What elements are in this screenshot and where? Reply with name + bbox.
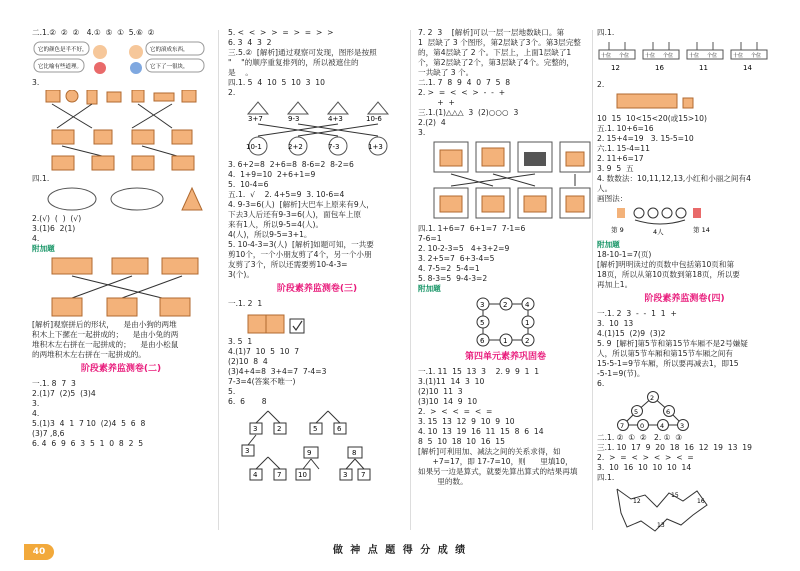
answer-line: 2.(2) 4 — [418, 118, 446, 128]
tree-number: 4 — [253, 471, 258, 480]
answer-line: (3)7 ,8,6 — [32, 429, 65, 439]
answer-line: 3. 5 1 — [228, 337, 253, 347]
speech-bubble-text: 它比喻有些道理。 — [38, 64, 83, 71]
answer-line: 五.1. 10+6=16 — [597, 124, 654, 134]
answer-line: 五.1. √ 2. 4+5=9 3. 10-6=4 — [228, 190, 345, 200]
answer-line: 6. 4 6 9 6 3 5 1 0 8 2 5 — [32, 439, 144, 449]
number-decomposition-trees — [228, 409, 403, 483]
answer-column-1 — [32, 28, 210, 449]
solid-shapes-matching-figure — [32, 90, 207, 172]
abacus-value: 14 — [743, 64, 752, 73]
dot-number: 15 — [671, 492, 679, 500]
answer-line: 里的数。 — [418, 477, 468, 487]
answer-line: 18-10-1=7(页) — [597, 250, 652, 260]
answer-line: 2. — [597, 80, 605, 90]
counting-blocks-figure — [597, 92, 772, 112]
place-label: 个位 — [707, 53, 718, 60]
answer-line: 个，第2层缺了2个，第3层缺了4个。完整的， — [418, 58, 575, 68]
question-label: 四.1. — [32, 174, 50, 184]
answer-line: (3)10 14 9 10 — [418, 397, 478, 407]
place-label: 十位 — [689, 53, 700, 60]
abacus-figure — [597, 40, 772, 78]
answer-line: 7-3=4(答案不唯一) — [228, 377, 296, 387]
expression-label: 7-3 — [328, 143, 340, 152]
answer-column-3 — [418, 28, 593, 487]
tree-number: 3 — [245, 447, 250, 456]
circle-number: 5 — [480, 319, 485, 328]
tree-number: 9 — [307, 449, 312, 458]
circle-number: 5 — [634, 408, 639, 417]
answer-line: 四.1. 1+6=7 6+1=7 7-1=6 — [418, 224, 526, 234]
tree-number: 5 — [313, 425, 318, 434]
tree-number: 6 — [337, 425, 342, 434]
number-circle-diagram — [418, 296, 593, 348]
answer-line: 5. < < > > = > = > > — [228, 28, 334, 37]
expression-label: 2+2 — [288, 143, 303, 152]
speech-bubble-text: 它下了一很块， — [150, 64, 189, 71]
circle-number: 1 — [525, 319, 530, 328]
answer-line: 4(人)，所以9-5=3+1。 — [228, 230, 312, 240]
answer-line: 1 层缺了 3 个图形，第2层缺了3个。第3层完整 — [418, 38, 581, 48]
bonus-question-heading: 附加题 — [418, 284, 441, 294]
answer-line: 4. 7-5=2 5-4=1 — [418, 264, 480, 274]
answer-line: " "的顺序重复排列的，所以被遮住的 — [228, 58, 359, 68]
answer-line: 4. — [32, 234, 40, 244]
answer-line: 一.1. 11 15 13 3 2. 9 9 1 1 — [418, 367, 540, 377]
queue-drawing-figure — [597, 206, 772, 238]
answer-line: 6. 3 4 3 2 — [228, 38, 272, 48]
tree-number: 3 — [343, 471, 348, 480]
answer-line: 三.5.② [解析]通过观察可发现，图形是按照 — [228, 48, 377, 58]
answer-line: 5. 10-4=6 — [228, 180, 269, 190]
answer-line: 下去3人后还有9-3=6(人)，面包车上原 — [228, 210, 362, 220]
snowman-expression-matching — [228, 100, 403, 158]
circle-number: 0 — [640, 422, 645, 431]
answer-line: 再加上1。 — [597, 280, 633, 290]
answer-line: 3.(1)6 2(1) — [32, 224, 76, 234]
dot-number: 13 — [657, 522, 665, 530]
explanation-line: 堆积木左右拼在一起拼成的； 是由小松鼠 — [32, 340, 179, 350]
answer-line: 3. 9 5 五 — [597, 164, 634, 174]
answer-line: (2)10 11 3 — [418, 387, 463, 397]
answer-line: 一.1. 2 1 — [228, 299, 263, 309]
answer-line: 2. 15+4=19 3. 15-5=10 — [597, 134, 694, 144]
answer-line: [解析]明明读过的页数中包括第10页和第 — [597, 260, 735, 270]
place-label: 个位 — [619, 53, 630, 60]
answer-line: 一.1. 8 7 3 — [32, 379, 76, 389]
expression-label: 10-1 — [246, 143, 262, 152]
section-title: 阶段素养监测卷(四) — [644, 294, 725, 305]
answer-line: 2. 11+6=17 — [597, 154, 644, 164]
expression-label: 9-3 — [288, 115, 300, 124]
answer-column-4 — [597, 28, 772, 539]
answer-line: 来有1人，所以9-5=4(人)。 — [228, 220, 324, 230]
tree-number: 2 — [277, 425, 282, 434]
section-title: 阶段素养监测卷(三) — [276, 284, 358, 295]
answer-line: 4. — [32, 409, 40, 419]
answer-line: 3.(1)11 14 3 10 — [418, 377, 485, 387]
answer-line: [解析]可利用加、减法之间的关系求得，如 — [418, 447, 561, 457]
circle-number: 2 — [503, 301, 508, 310]
answer-line: +7=17，即 17-7=10，则 里填10， — [418, 457, 573, 467]
answer-line: 7. 2 3 [解析]可以一层一层地数缺口。第 — [418, 28, 565, 37]
section-title: 阶段素养监测卷(二) — [80, 364, 162, 375]
answer-line: 2.(1)7 (2)5 (3)4 — [32, 389, 96, 399]
answer-line: 3. — [418, 128, 426, 138]
expression-label: 10-6 — [366, 115, 382, 124]
circle-number: 3 — [680, 422, 685, 431]
answer-line: 5. 8-3=5 9-4-3=2 — [418, 274, 488, 284]
column-divider — [218, 30, 219, 530]
place-label: 十位 — [733, 53, 744, 60]
answer-line: 4. 1+9=10 2+6+1=9 — [228, 170, 316, 180]
answer-line: 四.1. — [597, 28, 615, 37]
building-blocks-matching-figure — [32, 256, 207, 318]
answer-line: 三.1.(1)△△△ 3 (2)○○○ 3 — [418, 108, 519, 118]
expression-label: 1+3 — [368, 143, 383, 152]
explanation-line: 的两堆积木左右拼在一起拼成的。 — [32, 350, 146, 360]
abacus-value: 11 — [699, 64, 708, 73]
answer-line: 3. — [32, 399, 40, 409]
answer-line: (3)4+4=8 3+4=7 7-4=3 — [228, 367, 327, 377]
circle-number: 1 — [503, 337, 508, 346]
answer-line: 4.(1)7 10 5 10 7 — [228, 347, 300, 357]
answer-line: 人。 — [597, 184, 613, 194]
answer-line: 5.(1)3 4 1 7 10 (2)4 5 6 8 — [32, 419, 146, 429]
answer-line: 一共缺了 3 个。 — [418, 68, 474, 78]
question-label: 3. — [32, 78, 40, 88]
answer-line: 10 15 10<15<20(或15>10) — [597, 114, 707, 124]
answer-line: 画图法： — [597, 194, 628, 204]
tree-number: 7 — [277, 471, 282, 480]
answer-line: 4.(1)15 (2)9 (3)2 — [597, 329, 666, 339]
place-label: 十位 — [645, 53, 656, 60]
cube-stack-figure — [228, 311, 403, 335]
speech-bubble-text: 它的颜色是半不好， — [38, 47, 88, 54]
answer-line: 二.1. ② ① ② 2. ① ③ — [597, 433, 683, 443]
answer-line: 六.1. 15-4=11 — [597, 144, 650, 154]
answer-line: 2. 10-2-3=5 4+3+2=9 — [418, 244, 510, 254]
answer-line: 3. 6+2=8 2+6=8 8-6=2 8-2=6 — [228, 160, 354, 170]
block-views-figure — [418, 140, 593, 222]
dot-number: 12 — [633, 498, 641, 506]
section-title: 第四单元素养巩固卷 — [464, 352, 546, 363]
count-label: 4人 — [653, 228, 664, 237]
speech-bubble-text: 它的滚成东西， — [150, 47, 189, 54]
page-number: 40 — [24, 544, 54, 560]
answer-line: 二.1. 7 8 9 4 0 7 5 8 — [418, 78, 511, 88]
answer-line: 是 。 — [228, 68, 253, 78]
tree-number: 8 — [352, 449, 357, 458]
position-label: 第 9 — [611, 226, 624, 235]
answer-line: 3. 15 13 12 9 10 9 10 — [418, 417, 515, 427]
answer-line: 3. 2+5=7 6+3-4=5 — [418, 254, 495, 264]
answer-line: 如果另一边是算式，就要先算出算式的结果再填 — [418, 467, 578, 477]
place-label: 个位 — [663, 53, 674, 60]
bonus-question-heading: 附加题 — [32, 244, 55, 254]
bonus-question-heading: 附加题 — [597, 240, 620, 250]
abacus-value: 16 — [655, 64, 664, 73]
answer-line: 8 5 10 18 10 16 15 — [418, 437, 505, 447]
answer-line: 人，所以第5节车厢和第15节车厢之间有 — [597, 349, 733, 359]
place-label: 十位 — [601, 53, 612, 60]
answer-line: 2. — [228, 88, 236, 98]
answer-line: 2. > = < > < > < = — [597, 453, 694, 463]
expression-label: 4+3 — [328, 115, 343, 124]
answer-line: 7-6=1 — [418, 234, 442, 244]
answer-line: 4. 9-3=6(人) [解析]大巴车上原来有9人， — [228, 200, 374, 210]
abacus-value: 12 — [611, 64, 620, 73]
tree-number: 3 — [253, 425, 258, 434]
answer-line: 3. 10 16 10 10 10 14 — [597, 463, 692, 473]
explanation-line: [解析]观察拼后的形状， 是由小狗的两堆 — [32, 320, 177, 330]
answer-line: + + — [418, 98, 455, 108]
answer-line: 四.1. — [597, 473, 615, 483]
answer-line: (2)10 8 4 — [228, 357, 268, 367]
place-label: 个位 — [751, 53, 762, 60]
answer-line: 6. — [597, 379, 605, 389]
answer-line: -5-1=9(节)。 — [597, 369, 645, 379]
answer-line: 3. 10 13 — [597, 319, 634, 329]
answer-line: 2.(√) ( ) (√) — [32, 214, 82, 224]
dot-number: 16 — [697, 498, 705, 506]
circle-number: 4 — [660, 422, 665, 431]
explanation-line: 积木上下摞在一起拼成的； 是由小兔的两 — [32, 330, 179, 340]
answer-line: 15-5-1=9节车厢，所以要再减去1，即15 — [597, 359, 739, 369]
circle-number: 3 — [480, 301, 485, 310]
answer-line: 6. 6 8 — [228, 397, 267, 407]
circle-number: 6 — [666, 408, 671, 417]
answer-line: 四.1. 5 4 10 5 10 3 10 — [228, 78, 325, 88]
circle-number: 4 — [525, 301, 530, 310]
answer-line: 4. 数数法：10,11,12,13,小红和小丽之间有4 — [597, 174, 751, 184]
answer-line: 的，第4层缺了 2 个。下层上，上面1层缺了1 — [418, 48, 572, 58]
children-speech-illustration — [32, 40, 207, 76]
answer-column-2 — [228, 28, 406, 485]
answer-line: 2. > = < < > - - + — [418, 88, 506, 98]
position-label: 第 14 — [693, 226, 710, 235]
answer-line: 三.1. 10 17 9 20 18 16 12 19 13 19 — [597, 443, 752, 453]
circle-number: 6 — [480, 337, 485, 346]
footer-slogan: 做 神 点 题 得 分 成 绩 — [332, 545, 468, 556]
circle-number: 7 — [620, 422, 625, 431]
answer-line: 5. — [228, 387, 236, 397]
column-divider — [410, 30, 411, 530]
answer-line: 一.1. 2 3 - - 1 1 + — [597, 309, 677, 319]
answer-line: 5. 10-4-3=3(人) [解析]如题可知，一共要 — [228, 240, 374, 250]
circle-number: 2 — [650, 394, 655, 403]
dot-to-dot-figure — [597, 485, 772, 537]
answer-line: 友剪了3个，所以还需要剪10-4-3= — [228, 260, 348, 270]
tree-number: 10 — [298, 471, 307, 480]
number-triangle-figure — [597, 391, 772, 431]
circle-number: 2 — [525, 337, 530, 346]
answer-line: 2. > < < = < = — [418, 407, 493, 417]
answer-line: 二.1.② ② ② 4.① ⑤ ① 5.⑥ ② — [32, 28, 155, 37]
answer-line: 5. 9 [解析]第5节和第15节车厢不是2号嫌疑 — [597, 339, 748, 349]
expression-label: 3+7 — [248, 115, 263, 124]
answer-line: 4. 10 13 19 16 11 15 8 6 14 — [418, 427, 544, 437]
tree-number: 7 — [361, 471, 366, 480]
answer-line: 3(个)。 — [228, 270, 254, 280]
answer-line: 剪10个，一个小朋友剪了4个，另一个小朋 — [228, 250, 372, 260]
answer-line: 18页，所以从第10页数到第18页，所以要 — [597, 270, 740, 280]
shape-circles-figure — [32, 186, 207, 212]
